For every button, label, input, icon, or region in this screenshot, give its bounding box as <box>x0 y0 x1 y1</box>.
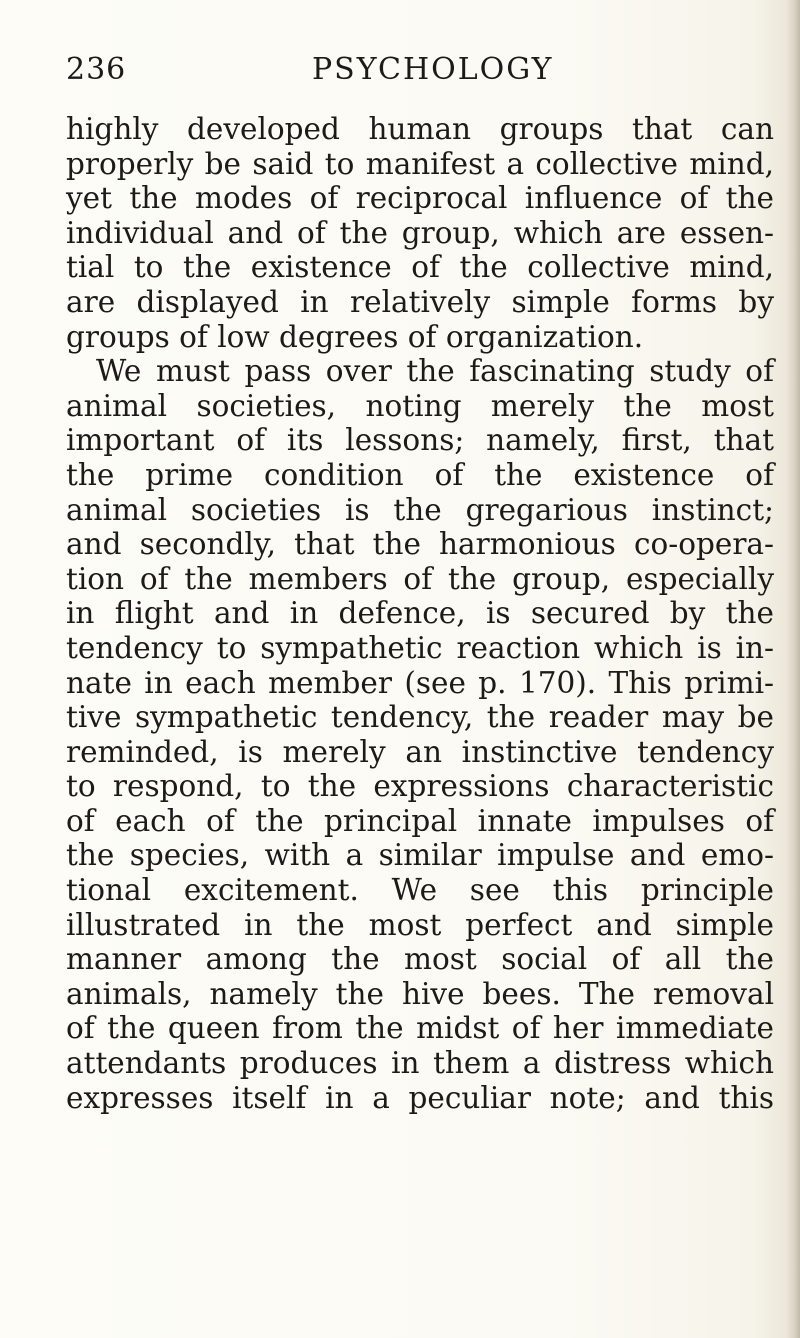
text-line: animal societies, noting merely the most <box>66 388 774 423</box>
text-line: animal societies is the gregarious instinct; <box>66 492 774 527</box>
text-line: manner among the most social of all the <box>66 942 774 977</box>
text-line: properly be said to manifest a collective mind, <box>66 146 774 181</box>
text-line: tional excitement. We see this principle <box>66 873 774 908</box>
text-line: highly developed human groups that can <box>66 112 774 146</box>
text-line: tive sympathetic tendency, the reader may be <box>66 700 774 735</box>
page-edge-shadow <box>786 0 800 1338</box>
text-line: individual and of the group, which are essen- <box>66 215 774 250</box>
running-title: PSYCHOLOGY <box>312 52 554 87</box>
text-line: yet the modes of reciprocal influence of the <box>66 181 774 216</box>
text-line: expresses itself in a peculiar note; and this <box>66 1080 774 1115</box>
text-line: and secondly, that the harmonious co-opera- <box>66 527 774 562</box>
text-line: of each of the principal innate impulses of <box>66 803 774 838</box>
text-line: in flight and in defence, is secured by the <box>66 596 774 631</box>
text-line: tial to the existence of the collective mind, <box>66 250 774 285</box>
page-number: 236 <box>66 52 127 87</box>
paragraph-start-line: We must pass over the fascinating study of <box>96 354 774 389</box>
text-line: of the queen from the midst of her immediate <box>66 1011 774 1046</box>
text-line: to respond, to the expressions characteristic <box>66 769 774 804</box>
body-text <box>66 112 774 1115</box>
text-line: tendency to sympathetic reaction which is in- <box>66 630 774 665</box>
text-line: are displayed in relatively simple forms by <box>66 284 774 319</box>
text-line: the prime condition of the existence of <box>66 457 774 492</box>
text-line: tion of the members of the group, especially <box>66 561 774 596</box>
text-line: animals, namely the hive bees. The removal <box>66 976 774 1011</box>
text-line: the species, with a similar impulse and emo- <box>66 838 774 873</box>
text-line: important of its lessons; namely, first, that <box>66 423 774 458</box>
running-head <box>66 52 766 92</box>
text-line: reminded, is merely an instinctive tendency <box>66 734 774 769</box>
paragraph-end-line: groups of low degrees of organization. <box>66 319 644 354</box>
text-line: illustrated in the most perfect and simple <box>66 907 774 942</box>
text-line: attendants produces in them a distress which <box>66 1046 774 1081</box>
text-line: nate in each member (see p. 170). This primi- <box>66 665 774 700</box>
